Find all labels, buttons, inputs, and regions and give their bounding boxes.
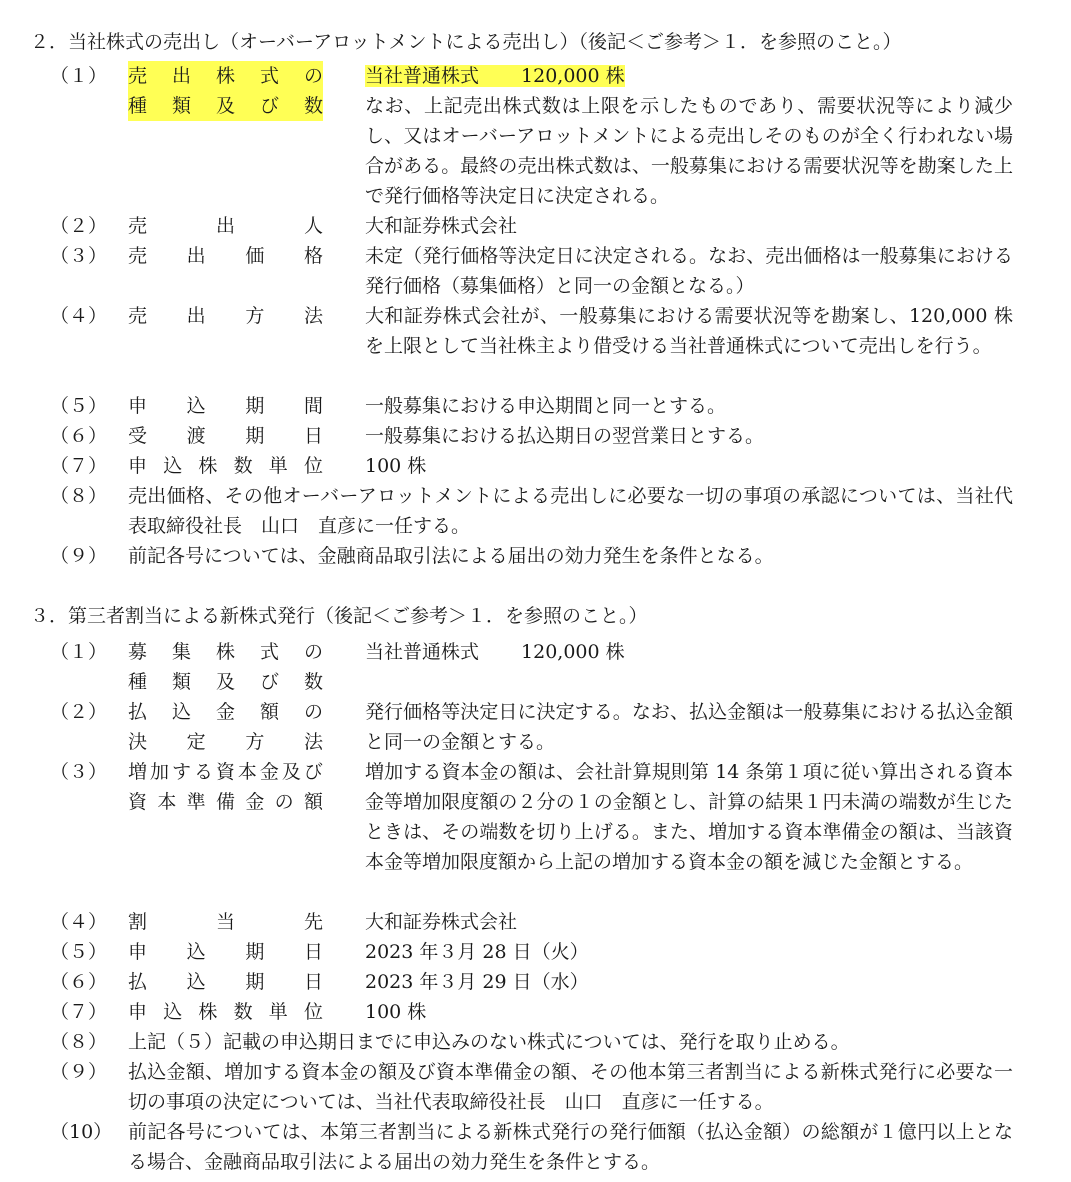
item-value: 未定（発行価格等決定日に決定される。なお、売出価格は一般募集における発行価格（募集価格）と同一の金額となる。） — [365, 245, 1013, 297]
item-value: 大和証券株式会社 — [365, 215, 518, 237]
label-line-split: 種 類 及 び 数 — [128, 671, 323, 693]
item-value: 一般募集における申込期間と同一とする。 — [365, 395, 727, 417]
item-full-text: 払込金額、増加する資本金の額及び資本準備金の額、その他本第三者割当による新株式発行に必要な一切の事項の決定については、当社代表取締役社長 山口 直彦に一任する。 — [128, 1061, 1013, 1113]
highlighted-value — [365, 65, 625, 87]
label-line-split: 受 渡 期 日 — [128, 425, 323, 447]
item-label — [128, 421, 323, 451]
item-number: （１） — [50, 65, 108, 87]
item-value: 増加する資本金の額は、会社計算規則第 14 条第１項に従い算出される資本金等増加限度額の２分の１の金額とし、計算の結果１円未満の端数が生じたときは、その端数を切り上げる。また、増加する資本準備金の額は、当該資本金等増加限度額から上記の増加する資本金の額を減じた金額とする。 — [365, 761, 1013, 873]
label-line-split: 払 込 期 日 — [128, 971, 323, 993]
item-full-text: 売出価格、その他オーバーアロットメントによる売出しに必要な一切の事項の承認については、当社代表取締役社長 山口 直彦に一任する。 — [128, 485, 1013, 537]
label-line-split: 申 込 期 日 — [128, 941, 323, 963]
item-number: （９） — [50, 1061, 108, 1083]
item-number: （８） — [50, 485, 108, 507]
item-label — [128, 967, 323, 997]
stock-amount: 120,000 株 — [521, 641, 625, 663]
item-value: 100 株 — [365, 1001, 427, 1023]
item-label — [128, 301, 323, 331]
label-line-split: 増 加 す る 資 本 金 及 び — [128, 761, 323, 783]
label-line-split: 決 定 方 法 — [128, 731, 323, 753]
item-label — [128, 61, 323, 121]
label-line-split: 資 本 準 備 金 の 額 — [128, 791, 323, 813]
item-number: （１） — [50, 641, 108, 663]
item-number: （９） — [50, 545, 108, 567]
label-line-split: 売 出 方 法 — [128, 305, 323, 327]
item-number: （３） — [50, 761, 108, 783]
item-label — [128, 697, 323, 757]
item-number: （４） — [50, 911, 108, 933]
item-value — [365, 61, 1013, 211]
label-line-split: 申 込 株 数 単 位 — [128, 455, 323, 477]
item-number: （７） — [50, 1001, 108, 1023]
stock-amount: 120,000 株 — [521, 65, 625, 87]
item-number: （２） — [50, 215, 108, 237]
label-line-split: 売 出 株 式 の — [128, 61, 323, 91]
item-number: （４） — [50, 305, 108, 327]
item-value: 100 株 — [365, 455, 427, 477]
item-value-note: なお、上記売出株式数は上限を示したものであり、需要状況等により減少し、又はオーバーアロットメントによる売出しそのものが全く行われない場合がある。最終の売出株式数は、一般募集における需要状況等を勘案した上で発行価格等決定日に決定される。 — [365, 95, 1013, 207]
label-line-split: 募 集 株 式 の — [128, 641, 323, 663]
item-value: 2023 年３月 28 日（火） — [365, 941, 589, 963]
section3-title: ３．第三者割当による新株式発行（後記＜ご参考＞１．を参照のこと。） — [30, 605, 648, 627]
label-line-split: 割 当 先 — [128, 911, 323, 933]
stock-type: 当社普通株式 — [365, 641, 480, 663]
label-line-split: 種 類 及 び 数 — [128, 91, 323, 121]
stock-type: 当社普通株式 — [365, 65, 480, 87]
label-line-split: 申 込 株 数 単 位 — [128, 1001, 323, 1023]
item-label — [128, 757, 323, 817]
section2-title: ２．当社株式の売出し（オーバーアロットメントによる売出し）（後記＜ご参考＞１．を参照のこと。） — [30, 31, 902, 53]
item-number: （６） — [50, 425, 108, 447]
item-value: 発行価格等決定日に決定する。なお、払込金額は一般募集における払込金額と同一の金額とする。 — [365, 701, 1013, 753]
item-number: （８） — [50, 1031, 108, 1053]
item-number: （３） — [50, 245, 108, 267]
item-label — [128, 451, 323, 481]
item-label — [128, 637, 323, 697]
item-full-text: 前記各号については、金融商品取引法による届出の効力発生を条件となる。 — [128, 545, 774, 567]
item-number: （10） — [50, 1121, 113, 1143]
label-line-split: 申 込 期 間 — [128, 395, 323, 417]
label-line-split: 売 出 価 格 — [128, 245, 323, 267]
item-number: （６） — [50, 971, 108, 993]
item-number: （５） — [50, 941, 108, 963]
item-label — [128, 937, 323, 967]
item-label — [128, 391, 323, 421]
item-full-text: 上記（５）記載の申込期日までに申込みのない株式については、発行を取り止める。 — [128, 1031, 850, 1053]
item-label — [128, 907, 323, 937]
item-number: （２） — [50, 701, 108, 723]
item-label — [128, 997, 323, 1027]
item-full-text: 前記各号については、本第三者割当による新株式発行の発行価額（払込金額）の総額が１億円以上となる場合、金融商品取引法による届出の効力発生を条件とする。 — [128, 1121, 1013, 1173]
label-line-split: 払 込 金 額 の — [128, 701, 323, 723]
item-value: 一般募集における払込期日の翌営業日とする。 — [365, 425, 765, 447]
item-value — [365, 637, 1013, 667]
label-line-split: 売 出 人 — [128, 215, 323, 237]
item-label — [128, 211, 323, 241]
item-number: （７） — [50, 455, 108, 477]
item-value: 大和証券株式会社が、一般募集における需要状況等を勘案し、120,000 株を上限として当社株主より借受ける当社普通株式について売出しを行う。 — [365, 305, 1013, 357]
item-value: 2023 年３月 29 日（水） — [365, 971, 589, 993]
item-value: 大和証券株式会社 — [365, 911, 518, 933]
item-number: （５） — [50, 395, 108, 417]
item-label — [128, 241, 323, 271]
